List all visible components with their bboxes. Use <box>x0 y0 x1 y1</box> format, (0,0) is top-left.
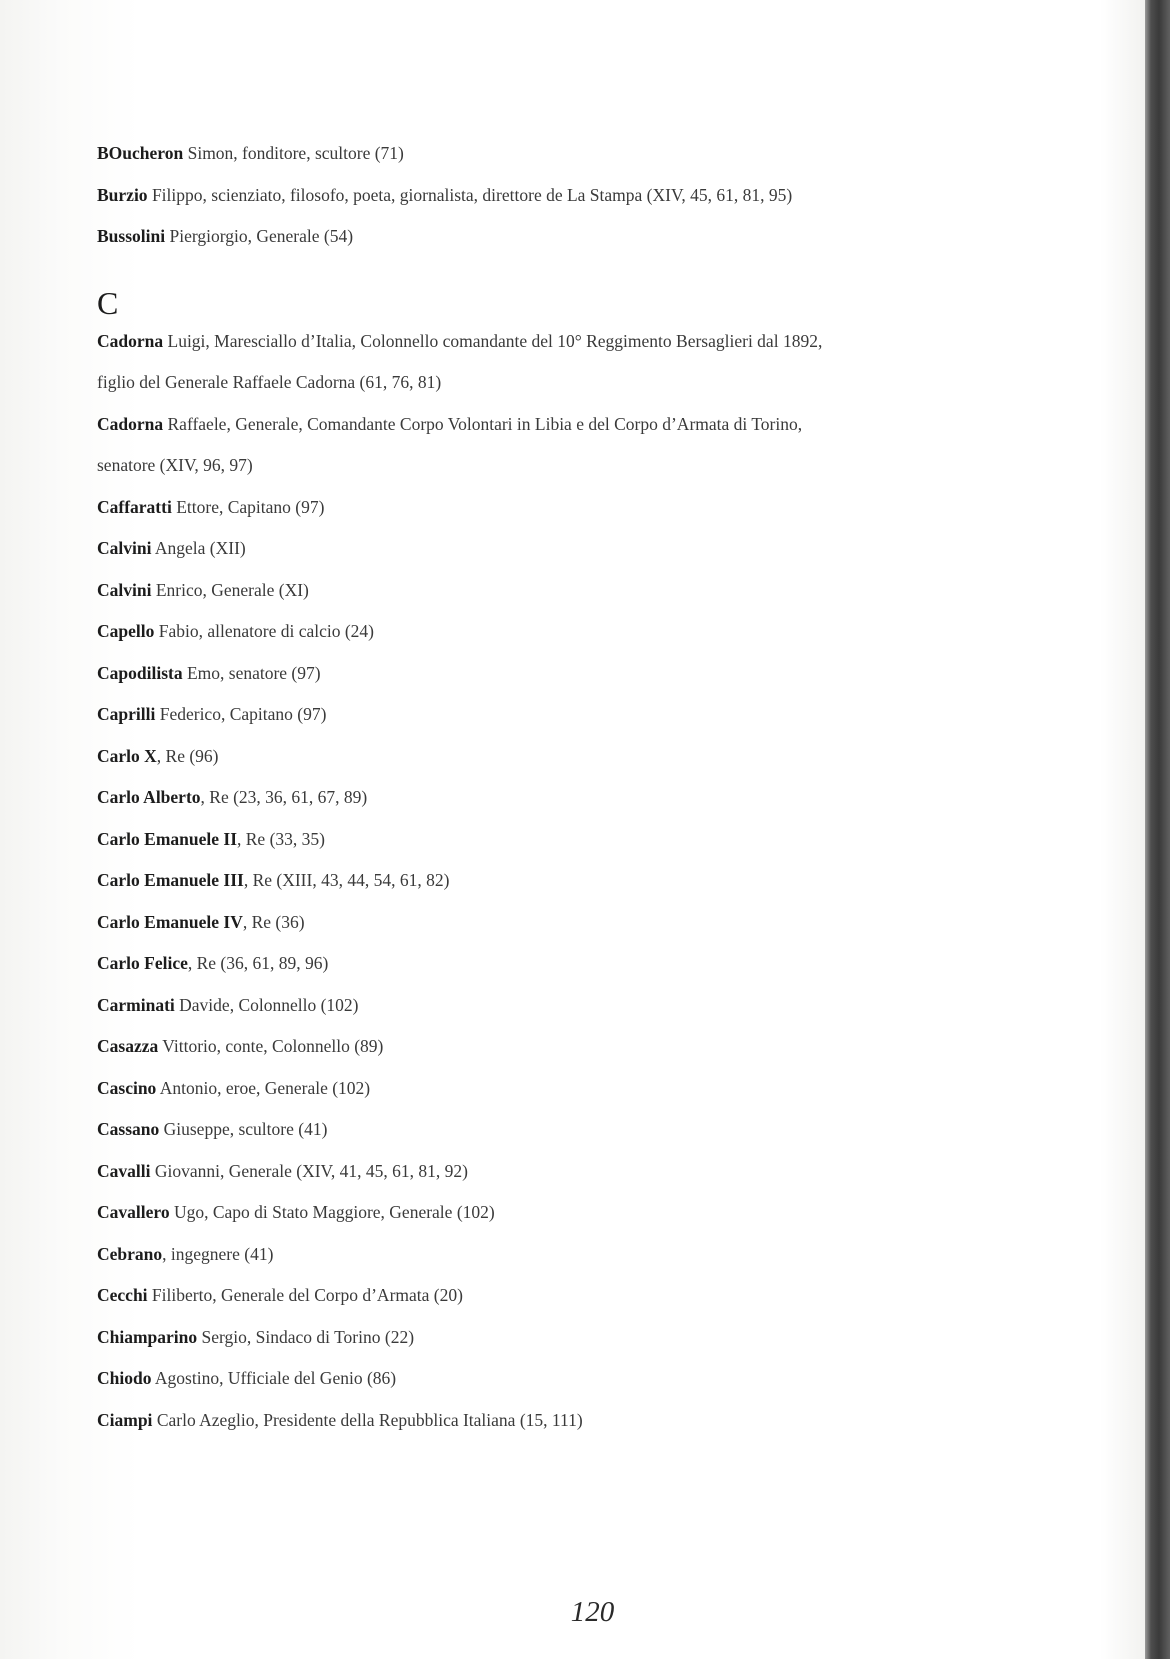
entry-surname: Caffaratti <box>97 496 172 517</box>
entry-surname: Cebrano <box>97 1243 163 1264</box>
entry-surname: Burzio <box>97 184 148 205</box>
index-entry <box>97 330 1107 372</box>
entry-details: Ugo, Capo di Stato Maggiore, Generale (102) <box>173 1202 495 1222</box>
index-entry-continuation <box>97 371 1107 413</box>
index-entry <box>97 1118 1107 1160</box>
entry-surname: Bussolini <box>97 226 166 246</box>
index-entry <box>97 1160 1107 1202</box>
name-index <box>97 142 1107 1450</box>
entry-details: Raffaele, Generale, Comandante Corpo Volontari in Libia e del Corpo d’Armata di Torino, <box>167 413 803 434</box>
entry-details: , Re (96) <box>156 745 219 766</box>
index-entry <box>97 1201 1107 1243</box>
index-entry <box>97 225 1107 267</box>
index-entry <box>97 579 1107 621</box>
entry-details-continuation: figlio del Generale Raffaele Cadorna (61, 76, 81) <box>97 372 442 392</box>
index-entry <box>97 745 1107 787</box>
entry-details: Vittorio, conte, Colonnello (89) <box>162 1036 384 1056</box>
index-entry <box>97 1077 1107 1119</box>
entry-details: Enrico, Generale (XI) <box>155 579 309 600</box>
entry-details: , Re (XIII, 43, 44, 54, 61, 82) <box>243 870 450 890</box>
entry-surname: Caprilli <box>97 704 156 724</box>
index-entry <box>97 911 1107 953</box>
entry-details: Giuseppe, scultore (41) <box>163 1119 328 1139</box>
entry-surname: Chiodo <box>97 1368 152 1388</box>
entry-surname: Carminati <box>97 994 175 1015</box>
entry-details: Ettore, Capitano (97) <box>176 496 325 517</box>
entry-surname: Chiamparino <box>97 1326 198 1347</box>
index-entry-continuation <box>97 454 1107 496</box>
entry-surname: Carlo X <box>97 745 157 766</box>
index-entry <box>97 620 1107 662</box>
entry-details: Emo, senatore (97) <box>186 662 321 683</box>
index-entry <box>97 142 1107 184</box>
index-entry <box>97 662 1107 704</box>
entry-details: Giovanni, Generale (XIV, 41, 45, 61, 81, 92) <box>154 1160 469 1181</box>
entry-surname: Calvini <box>97 579 152 600</box>
entry-surname: Calvini <box>97 538 152 558</box>
entry-surname: Ciampi <box>97 1409 153 1430</box>
entry-surname: Cassano <box>97 1119 160 1139</box>
book-spine-shadow <box>1145 0 1170 1659</box>
index-entry <box>97 1326 1107 1368</box>
entry-surname: Cecchi <box>97 1285 148 1305</box>
index-entry <box>97 994 1107 1036</box>
entry-surname: Cavallero <box>97 1202 170 1222</box>
page-number: 120 <box>570 1596 615 1628</box>
index-entry <box>97 1409 1107 1451</box>
entry-surname: Cascino <box>97 1077 157 1098</box>
section-letter: C <box>97 284 119 321</box>
entry-details: Carlo Azeglio, Presidente della Repubblica Italiana (15, 111) <box>156 1409 583 1430</box>
entry-details: Filippo, scienziato, filosofo, poeta, giornalista, direttore de La Stampa (XIV, 45, 61, 81, 95) <box>151 184 793 205</box>
entry-details: Federico, Capitano (97) <box>159 704 327 724</box>
entry-details: Angela (XII) <box>154 538 246 558</box>
index-entry <box>97 413 1107 455</box>
entry-surname: Carlo Alberto <box>97 787 201 807</box>
entry-surname: Carlo Felice <box>97 953 188 973</box>
entry-surname: Casazza <box>97 1036 159 1056</box>
entry-surname: BOucheron <box>97 143 184 163</box>
entry-details: , Re (36) <box>242 911 305 932</box>
entry-surname: Carlo Emanuele IV <box>97 911 243 932</box>
index-entry <box>97 1243 1107 1285</box>
index-entry <box>97 1284 1107 1326</box>
entry-details: , Re (33, 35) <box>237 828 325 849</box>
entry-details: Agostino, Ufficiale del Genio (86) <box>154 1368 397 1388</box>
entry-details: Sergio, Sindaco di Torino (22) <box>201 1326 415 1347</box>
entry-surname: Carlo Emanuele II <box>97 828 237 849</box>
index-entry <box>97 1035 1107 1077</box>
index-entry <box>97 869 1107 911</box>
index-entry <box>97 496 1107 538</box>
index-entry <box>97 1367 1107 1409</box>
entry-surname: Carlo Emanuele III <box>97 870 244 890</box>
entry-details: , ingegnere (41) <box>162 1243 274 1264</box>
entry-details: Fabio, allenatore di calcio (24) <box>158 621 375 641</box>
entry-surname: Cadorna <box>97 330 164 351</box>
entry-details: , Re (36, 61, 89, 96) <box>187 953 329 973</box>
index-entry <box>97 828 1107 870</box>
entry-details: , Re (23, 36, 61, 67, 89) <box>200 787 368 807</box>
entry-details: Luigi, Maresciallo d’Italia, Colonnello comandante del 10° Reggimento Bersaglieri dal 1892, <box>167 330 823 351</box>
entry-details: Davide, Colonnello (102) <box>179 994 359 1015</box>
entry-surname: Cadorna <box>97 413 164 434</box>
index-entry <box>97 537 1107 579</box>
entry-details: Simon, fonditore, scultore (71) <box>187 143 404 163</box>
index-entry <box>97 184 1107 226</box>
entry-details-continuation: senatore (XIV, 96, 97) <box>97 455 253 475</box>
entry-surname: Cavalli <box>97 1160 151 1181</box>
index-entry <box>97 786 1107 828</box>
entry-details: Filiberto, Generale del Corpo d’Armata (20) <box>151 1285 463 1305</box>
entry-surname: Capello <box>97 621 155 641</box>
entry-details: Piergiorgio, Generale (54) <box>169 226 354 246</box>
entry-details: Antonio, eroe, Generale (102) <box>159 1077 371 1098</box>
index-entry <box>97 952 1107 994</box>
entry-surname: Capodilista <box>97 662 183 683</box>
index-entry <box>97 703 1107 745</box>
